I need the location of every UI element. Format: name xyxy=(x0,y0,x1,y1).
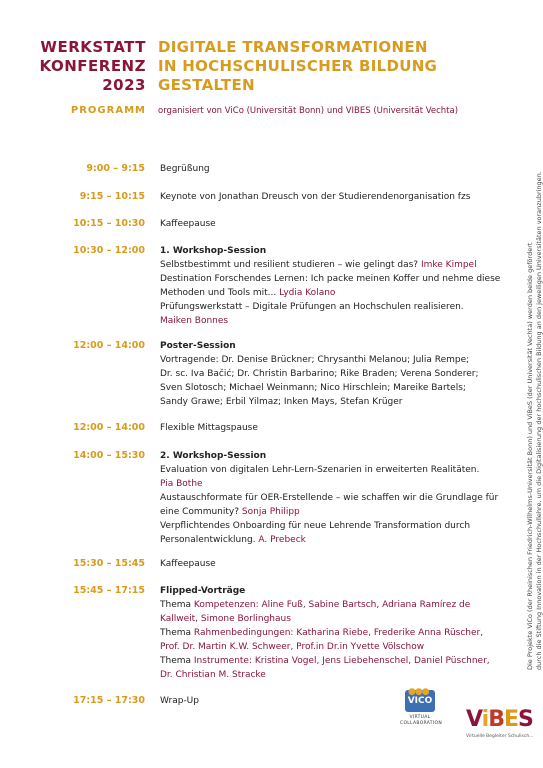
speaker: Kallweit, Simone Borlinghaus xyxy=(160,614,291,624)
session-item xyxy=(160,668,490,682)
session-title: Kaffeepause xyxy=(160,219,216,229)
item-text: Evaluation von digitalen Lehr-Lern-Szenarien in erweiterten Realitäten. xyxy=(160,465,480,475)
people-icon: ●●● xyxy=(408,687,429,697)
presenters-line: Sven Slotosch; Michael Weinmann; Nico Hirschlein; Mareike Bartels; xyxy=(160,383,466,393)
funding-note xyxy=(526,50,543,670)
item-text: Verpflichtendes Onboarding für neue Lehrende Transformation durch xyxy=(160,521,471,531)
funding-note-line-1: Die Projekte ViCo (der Rheinischen Friedrich-Wilhelms-Universität Bonn) und ViBeS (der Universität Vechta) werden beide gefördert xyxy=(526,242,534,670)
vibes-logo-subtitle: Virtuelle Begleiter Schulisch... xyxy=(466,734,534,739)
speaker: Sonja Philipp xyxy=(241,507,300,517)
session-title: Wrap-Up xyxy=(160,696,199,706)
speaker: Rahmenbedingungen: Katharina Riebe, Frederike Anna Rüscher, xyxy=(193,628,484,638)
session-time: 17:15 – 17:30 xyxy=(73,695,145,706)
session-time: 9:15 – 10:15 xyxy=(79,191,145,202)
session-item xyxy=(160,477,490,491)
session-item xyxy=(160,300,490,314)
item-text: Thema xyxy=(160,628,192,638)
speaker: Prof. Dr. Martin K.W. Schweer, Prof.in Dr.in Yvette Völschow xyxy=(160,642,425,652)
speaker: Imke Kimpel xyxy=(420,260,477,270)
organizer-text: organisiert von ViCo (Universität Bonn) und VIBES (Universität Vechta) xyxy=(158,106,459,116)
session-time: 15:45 – 17:15 xyxy=(73,585,145,596)
item-text: Destination Forschendes Lernen: Ich packe meinen Koffer und nehme diese xyxy=(160,274,501,284)
conference-year: 2023 xyxy=(102,76,146,94)
funding-note-line-2: durch die Stiftung Innovation in der Hochschullehre, um die Digitalisierung der hochschulischen Bildung an den jeweiligen Universitäten voranzubringen. xyxy=(535,171,543,670)
session-heading: Flipped-Vorträge xyxy=(160,586,246,596)
presenters-line: Vortragende: Dr. Denise Brückner; Chrysanthi Melanou; Julia Rempe; xyxy=(160,355,470,365)
speaker: Lydia Kolano xyxy=(279,288,336,298)
session-title: Keynote von Jonathan Dreusch von der Studierendenorganisation fzs xyxy=(160,192,471,202)
session-heading: 2. Workshop-Session xyxy=(160,451,267,461)
item-text: Austauschformate für OER-Erstellende – wie schaffen wir die Grundlage für xyxy=(160,493,499,503)
conference-title xyxy=(158,38,478,117)
title-line-2: IN HOCHSCHULISCHER BILDUNG xyxy=(158,57,438,75)
programm-label: PROGRAMM xyxy=(70,105,146,116)
session-title: Begrüßung xyxy=(160,164,210,174)
session-item xyxy=(160,286,490,300)
vibes-logo xyxy=(466,708,536,739)
session-item xyxy=(160,272,501,286)
speaker: Dr. Christian M. Stracke xyxy=(160,670,266,680)
vico-logo xyxy=(400,687,442,727)
vico-logo-subtitle xyxy=(400,715,440,727)
item-text: Thema xyxy=(160,600,192,610)
session-item xyxy=(160,533,490,547)
session-time: 15:30 – 15:45 xyxy=(73,558,145,569)
speaker: Kompetenzen: Aline Fuß, Sabine Bartsch, Adriana Ramírez de xyxy=(193,600,471,610)
session-time: 10:30 – 12:00 xyxy=(73,245,145,256)
vico-sub-line-2: COLLABORATION xyxy=(400,721,442,726)
session-heading: Poster-Session xyxy=(160,341,236,351)
session-title: Kaffeepause xyxy=(160,559,216,569)
vibes-logo-text: ViBES xyxy=(466,707,533,732)
item-text: Personalentwicklung. xyxy=(160,535,256,545)
speaker: Instrumente: Kristina Vogel, Jens Liebehenschel, Daniel Püschner, xyxy=(193,656,490,666)
session-item xyxy=(160,626,490,640)
session-item xyxy=(160,258,490,272)
session-item xyxy=(160,519,490,533)
session-item xyxy=(160,314,490,328)
presenters-line: Dr. sc. Iva Bačić; Dr. Christin Barbarino; Rike Braden; Verena Sonderer; xyxy=(160,369,479,379)
session-item xyxy=(160,640,490,654)
session-item xyxy=(160,612,490,626)
session-time: 12:00 – 14:00 xyxy=(73,340,145,351)
session-time: 12:00 – 14:00 xyxy=(73,422,145,433)
session-title: Flexible Mittagspause xyxy=(160,423,258,433)
item-text: Thema xyxy=(160,656,192,666)
session-item xyxy=(160,491,499,505)
vico-sub-line-1: VIRTUAL xyxy=(409,715,431,720)
vico-logo-mark xyxy=(405,687,435,712)
session-item xyxy=(160,654,490,668)
title-line-1: DIGITALE TRANSFORMATIONEN xyxy=(158,38,428,56)
item-text: Methoden und Tools mit... xyxy=(160,288,277,298)
session-heading: 1. Workshop-Session xyxy=(160,246,267,256)
speaker: A. Prebeck xyxy=(258,535,306,545)
speaker: Pia Bothe xyxy=(160,479,203,489)
vico-logo-text: VICO xyxy=(407,696,433,706)
item-text: Prüfungswerkstatt – Digitale Prüfungen an Hochschulen realisieren. xyxy=(160,302,464,312)
conference-line-2: KONFERENZ xyxy=(39,57,146,75)
item-text: Selbstbestimmt und resilient studieren – wie gelingt das? xyxy=(160,260,419,270)
session-item xyxy=(160,463,490,477)
session-item xyxy=(160,598,490,612)
session-time: 9:00 – 9:15 xyxy=(86,163,145,174)
session-time: 14:00 – 15:30 xyxy=(73,450,145,461)
session-time: 10:15 – 10:30 xyxy=(73,218,145,229)
item-text: eine Community? xyxy=(160,507,240,517)
session-item xyxy=(160,505,490,519)
conference-label xyxy=(36,38,146,117)
speaker: Maiken Bonnes xyxy=(160,316,229,326)
conference-line-1: WERKSTATT xyxy=(40,38,146,56)
title-line-3: GESTALTEN xyxy=(158,76,255,94)
presenters-line: Sandy Grawe; Erbil Yilmaz; Inken Mays, Stefan Krüger xyxy=(160,397,403,407)
